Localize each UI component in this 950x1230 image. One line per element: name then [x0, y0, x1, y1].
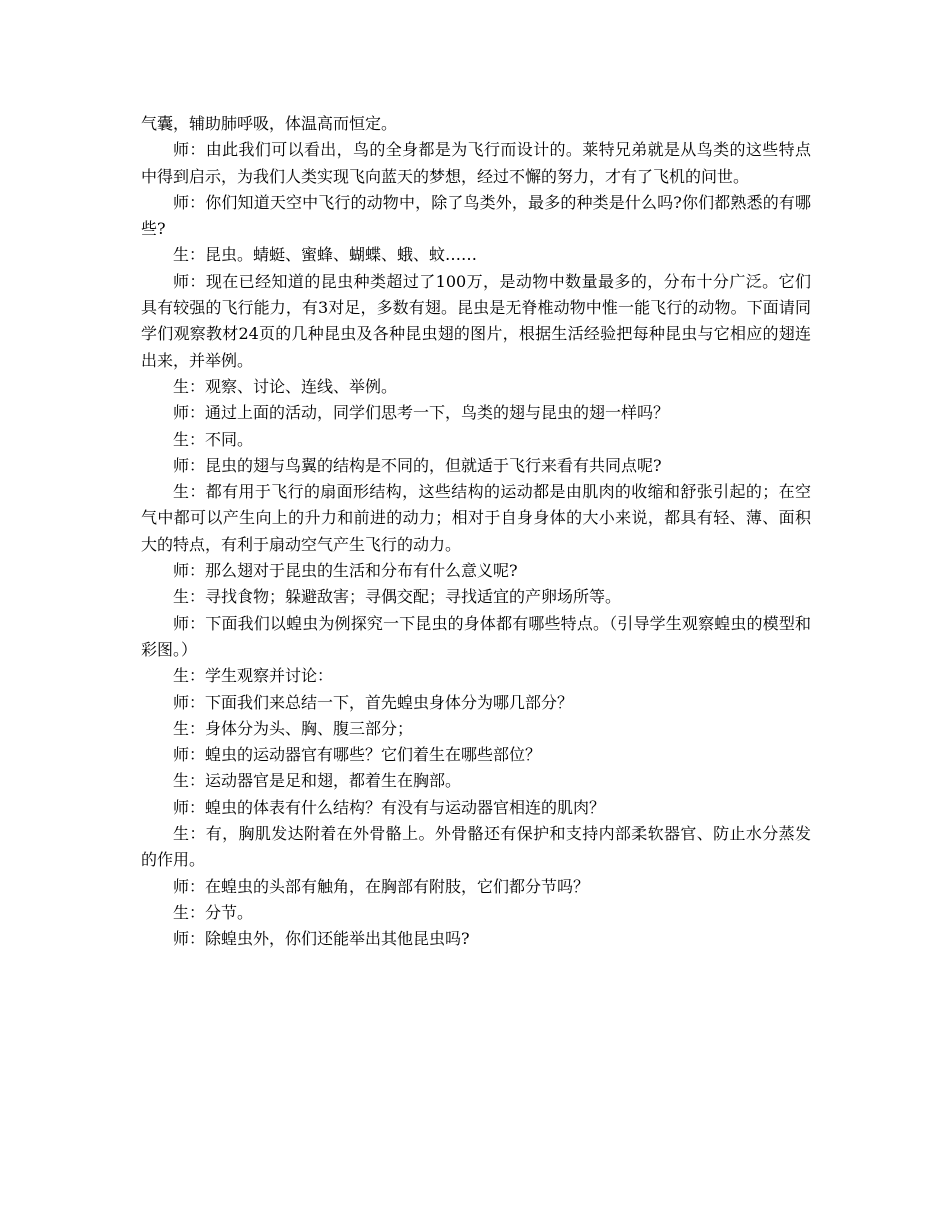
paragraph: 师：除蝗虫外，你们还能举出其他昆虫吗?	[173, 929, 470, 949]
document-body	[141, 111, 811, 953]
paragraph: 师：由此我们可以看出，鸟的全身都是为飞行而设计的。莱特兄弟就是从鸟类的这些特点中得到启示，为我们人类实现飞向蓝天的梦想，经过不懈的努力，才有了飞机的问世。	[141, 140, 811, 186]
paragraph: 生：不同。	[173, 429, 254, 449]
paragraph: 师：你们知道天空中飞行的动物中，除了鸟类外，最多的种类是什么吗?你们都熟悉的有哪些?	[141, 192, 811, 239]
paragraph: 生：寻找食物；躲避敌害；寻偶交配；寻找适宜的产卵场所等。	[173, 587, 622, 607]
paragraph: 生：学生观察并讨论：	[173, 666, 334, 686]
paragraph: 生：运动器官是足和翅，都着生在胸部。	[173, 771, 462, 791]
paragraph: 师：通过上面的活动，同学们思考一下，鸟类的翅与昆虫的翅一样吗？	[173, 403, 670, 423]
paragraph: 师：那么翅对于昆虫的生活和分布有什么意义呢?	[173, 561, 518, 581]
paragraph: 师：下面我们来总结一下，首先蝗虫身体分为哪几部分？	[173, 692, 574, 712]
paragraph: 师：现在已经知道的昆虫种类超过了100万，是动物中数量最多的，分布十分广泛。它们具有较强的飞行能力，有3对足，多数有翅。昆虫是无脊椎动物中惟一能飞行的动物。下面请同学们观察教材24页的几种昆虫及各种昆虫翅的图片，根据生活经验把每种昆虫与它相应的翅连出来，并举例。	[141, 271, 811, 370]
paragraph: 生：观察、讨论、连线、举例。	[173, 376, 398, 396]
paragraph: 生：昆虫。蜻蜓、蜜蜂、蝴蝶、蛾、蚊……	[173, 245, 478, 265]
paragraph: 生：分节。	[173, 902, 254, 922]
paragraph: 生：都有用于飞行的扇面形结构，这些结构的运动都是由肌肉的收缩和舒张引起的；在空气中都可以产生向上的升力和前进的动力；相对于自身身体的大小来说，都具有轻、薄、面积大的特点，有利于扇动空气产生飞行的动力。	[141, 482, 811, 554]
paragraph: 师：蝗虫的运动器官有哪些？它们着生在哪些部位？	[173, 745, 542, 765]
paragraph: 师：在蝗虫的头部有触角，在胸部有附肢，它们都分节吗？	[173, 876, 590, 896]
paragraph: 师：蝗虫的体表有什么结构？有没有与运动器官相连的肌肉？	[173, 797, 606, 817]
paragraph: 师：昆虫的翅与鸟翼的结构是不同的，但就适于飞行来看有共同点呢?	[173, 455, 662, 475]
paragraph: 生：身体分为头、胸、腹三部分；	[173, 718, 414, 738]
paragraph: 师：下面我们以蝗虫为例探究一下昆虫的身体都有哪些特点。（引导学生观察蝗虫的模型和彩图。）	[141, 613, 811, 659]
paragraph: 生：有，胸肌发达附着在外骨骼上。外骨骼还有保护和支持内部柔软器官、防止水分蒸发的作用。	[141, 824, 811, 870]
paragraph: 气囊，辅助肺呼吸，体温高而恒定。	[141, 114, 398, 133]
